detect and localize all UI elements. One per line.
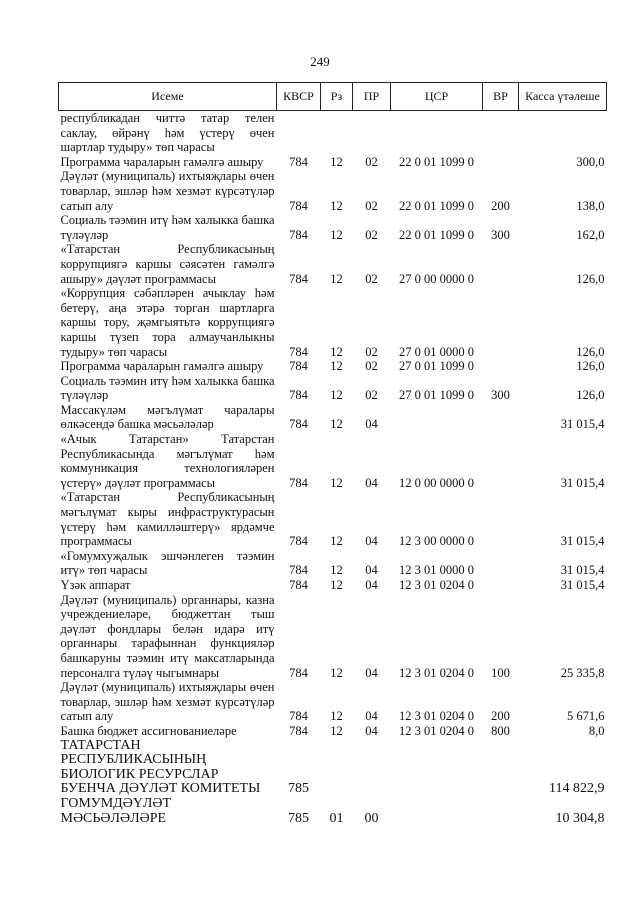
row-pr: 04 (365, 665, 378, 680)
row-amount: 31 015,4 (560, 417, 605, 432)
budget-table (58, 82, 607, 826)
row-name: Дәүләт (муниципаль) ихтыяҗлары өчен товарлар, эшләр һәм хезмәт күрсәтүләр сатып алу (60, 680, 275, 724)
row-name: ГОМУМДӘҮЛӘТ МӘСЬӘЛӘЛӘРЕ (60, 795, 172, 826)
header-vr: ВР (483, 83, 519, 111)
row-kvsr: 784 (289, 723, 308, 738)
row-amount (519, 111, 607, 155)
table-body (59, 111, 607, 827)
row-kvsr: 785 (288, 781, 309, 797)
row-pr: 02 (365, 271, 378, 286)
row-amount: 25 335,8 (560, 665, 605, 680)
header-rz: Рз (321, 83, 353, 111)
row-pr: 04 (365, 534, 378, 549)
row-name: Дәүләт (муниципаль) органнары, казна учреждениеләре, бюджеттан тыш дәүләт фондлары белән идарә итү органнары тарафыннан функцияләр башкаруны тәэмин итү максатларында персоналга түләү чыгымнары (60, 592, 275, 680)
row-vr (483, 359, 519, 374)
row-rz: 12 (330, 227, 343, 242)
row-vr: 300 (491, 227, 510, 242)
row-vr (483, 403, 519, 432)
row-vr: 100 (491, 665, 510, 680)
row-csr: 12 3 01 0000 0 (399, 563, 474, 578)
row-vr (483, 286, 519, 359)
row-csr: 12 3 01 0204 0 (399, 723, 474, 738)
row-csr: 12 0 00 0000 0 (399, 475, 474, 490)
table-row (59, 593, 607, 681)
row-name: Социаль тәэмин итү һәм халыкка башка түләүләр (60, 213, 275, 242)
row-vr (483, 432, 519, 490)
table-row (59, 432, 607, 490)
header-kassa: Касса үтәлеше (519, 83, 607, 111)
table-row (59, 549, 607, 578)
row-rz: 12 (330, 198, 343, 213)
row-kvsr: 784 (289, 344, 308, 359)
row-amount: 31 015,4 (560, 534, 605, 549)
row-csr: 12 3 01 0204 0 (399, 578, 474, 592)
row-amount: 5 671,6 (567, 709, 605, 724)
row-kvsr: 784 (289, 665, 308, 680)
row-name: Социаль тәэмин итү һәм халыкка башка түләүләр (60, 373, 275, 403)
table-row (59, 374, 607, 403)
row-pr: 04 (365, 723, 378, 738)
row-vr (483, 797, 519, 826)
table-row (59, 111, 607, 155)
row-csr (391, 403, 483, 432)
row-name: «Гомумхуҗалык эшчәнлеген тәэмин итү» төп чарасы (60, 548, 275, 578)
row-vr (483, 739, 519, 797)
row-name: Үзәк аппарат (60, 578, 131, 592)
row-kvsr: 784 (289, 154, 308, 169)
row-kvsr (277, 111, 321, 155)
row-kvsr: 784 (289, 578, 308, 592)
row-vr: 800 (491, 723, 510, 738)
row-kvsr: 784 (289, 417, 308, 432)
row-vr (483, 490, 519, 548)
header-csr: ЦСР (391, 83, 483, 111)
row-csr: 22 0 01 1099 0 (399, 198, 474, 213)
row-csr: 27 0 01 1099 0 (399, 359, 474, 374)
row-csr: 12 3 00 0000 0 (399, 534, 474, 549)
row-name: ТАТАРСТАН РЕСПУБЛИКАСЫНЫҢ БИОЛОГИК РЕСУРСЛАР БУЕНЧА ДӘҮЛӘТ КОМИТЕТЫ (60, 737, 261, 797)
row-name: Башка бюджет ассигнованиеләре (60, 723, 237, 738)
row-csr (391, 111, 483, 155)
row-pr: 02 (365, 198, 378, 213)
row-rz: 12 (330, 344, 343, 359)
row-name: «Коррупция сәбәпләрен ачыклау һәм бетерү, аңа этәрә торган шартларга каршы тору, җәмгыятьтә коррупциягә каршы түзеп тора алмаучанлыкны тудыру» төп чарасы (60, 286, 275, 359)
row-rz: 12 (330, 154, 343, 169)
row-rz: 12 (330, 709, 343, 724)
header-kvsr: КВСР (277, 83, 321, 111)
row-name: Дәүләт (муниципаль) ихтыяҗлары өчен товарлар, эшләр һәм хезмәт күрсәтүләр сатып алу (60, 169, 275, 213)
row-rz: 12 (330, 475, 343, 490)
row-amount: 31 015,4 (560, 578, 605, 592)
header-pr: ПР (353, 83, 391, 111)
row-amount: 126,0 (576, 271, 605, 286)
row-kvsr: 784 (289, 227, 308, 242)
row-rz: 12 (330, 271, 343, 286)
row-kvsr: 784 (289, 198, 308, 213)
row-rz: 12 (330, 723, 343, 738)
row-pr: 02 (365, 388, 378, 403)
row-vr: 300 (491, 388, 510, 403)
row-amount: 10 304,8 (555, 810, 605, 826)
row-name: «Ачык Татарстан» Татарстан Республикасында мәгълүмат һәм коммуникация технологияләрен үстерү» дәүләт программасы (60, 432, 275, 490)
row-csr: 27 0 00 0000 0 (399, 271, 474, 286)
row-kvsr: 784 (289, 709, 308, 724)
row-amount: 126,0 (576, 344, 605, 359)
row-vr (483, 242, 519, 286)
row-rz: 12 (330, 388, 343, 403)
page-number: 249 (310, 54, 330, 69)
row-amount: 31 015,4 (560, 475, 605, 490)
row-pr: 02 (365, 227, 378, 242)
row-csr: 22 0 01 1099 0 (399, 154, 474, 169)
row-csr (391, 739, 483, 797)
row-amount: 8,0 (588, 723, 605, 738)
row-kvsr: 784 (289, 475, 308, 490)
row-amount: 126,0 (576, 359, 605, 374)
row-vr (483, 155, 519, 170)
row-kvsr: 784 (289, 563, 308, 578)
table-row (59, 359, 607, 374)
row-vr (483, 111, 519, 155)
row-amount: 138,0 (576, 198, 605, 213)
row-pr: 02 (365, 154, 378, 169)
row-kvsr: 785 (288, 810, 309, 826)
row-csr: 27 0 01 1099 0 (399, 388, 474, 403)
table-row (59, 724, 607, 739)
row-rz: 12 (330, 417, 343, 432)
row-kvsr: 784 (289, 388, 308, 403)
table-row (59, 680, 607, 724)
row-vr (483, 549, 519, 578)
row-pr: 04 (365, 578, 378, 592)
row-amount: 31 015,4 (560, 563, 605, 578)
table-row (59, 286, 607, 359)
row-pr: 04 (365, 475, 378, 490)
row-pr: 02 (365, 344, 378, 359)
row-csr: 12 3 01 0204 0 (399, 665, 474, 680)
row-rz: 12 (330, 578, 343, 592)
row-rz (321, 111, 353, 155)
table-row (59, 213, 607, 242)
row-rz: 12 (330, 534, 343, 549)
table-row (59, 739, 607, 797)
row-kvsr: 784 (289, 359, 308, 374)
row-name: Программа чараларын гамәлгә ашыру (60, 154, 264, 169)
row-pr (353, 739, 391, 797)
row-pr: 04 (365, 563, 378, 578)
row-amount: 114 822,9 (549, 781, 605, 797)
row-name: Программа чараларын гамәлгә ашыру (60, 359, 264, 374)
table-row (59, 490, 607, 548)
row-rz: 01 (329, 810, 344, 826)
row-amount: 300,0 (576, 154, 605, 169)
row-csr (391, 797, 483, 826)
row-csr: 27 0 01 0000 0 (399, 344, 474, 359)
table-row (59, 797, 607, 826)
row-csr: 12 3 01 0204 0 (399, 709, 474, 724)
table-header-row (59, 83, 607, 111)
row-vr (483, 578, 519, 593)
row-rz: 12 (330, 359, 343, 374)
row-vr: 200 (491, 709, 510, 724)
row-pr: 04 (365, 417, 378, 432)
table-row (59, 169, 607, 213)
table-row (59, 578, 607, 593)
row-name: «Татарстан Республикасының коррупциягә каршы сәясәтен гамәлгә ашыру» дәүләт программасы (60, 242, 275, 286)
row-pr: 00 (364, 810, 379, 826)
row-kvsr: 784 (289, 534, 308, 549)
row-name: Массакүләм мәгълүмат чаралары өлкәсендә башка мәсьәләләр (60, 402, 275, 432)
row-kvsr: 784 (289, 271, 308, 286)
row-amount: 126,0 (576, 388, 605, 403)
table-row (59, 155, 607, 170)
row-rz: 12 (330, 665, 343, 680)
row-pr (353, 111, 391, 155)
row-pr: 04 (365, 709, 378, 724)
row-name: «Татарстан Республикасының мәгълүмат кыры инфраструктурасын үстерү һәм камилләштерү» ярдәмче программасы (60, 490, 275, 549)
row-pr: 02 (365, 359, 378, 374)
header-name: Исеме (59, 83, 277, 111)
row-vr: 200 (491, 198, 510, 213)
row-csr: 22 0 01 1099 0 (399, 227, 474, 242)
table-row (59, 403, 607, 432)
row-rz: 12 (330, 563, 343, 578)
row-amount: 162,0 (576, 227, 605, 242)
table-row (59, 242, 607, 286)
row-name: республикадан читтә татар телен саклау, өйрәнү һәм үстерү өчен шартлар тудыру» төп чарасы (60, 111, 275, 155)
row-rz (321, 739, 353, 797)
